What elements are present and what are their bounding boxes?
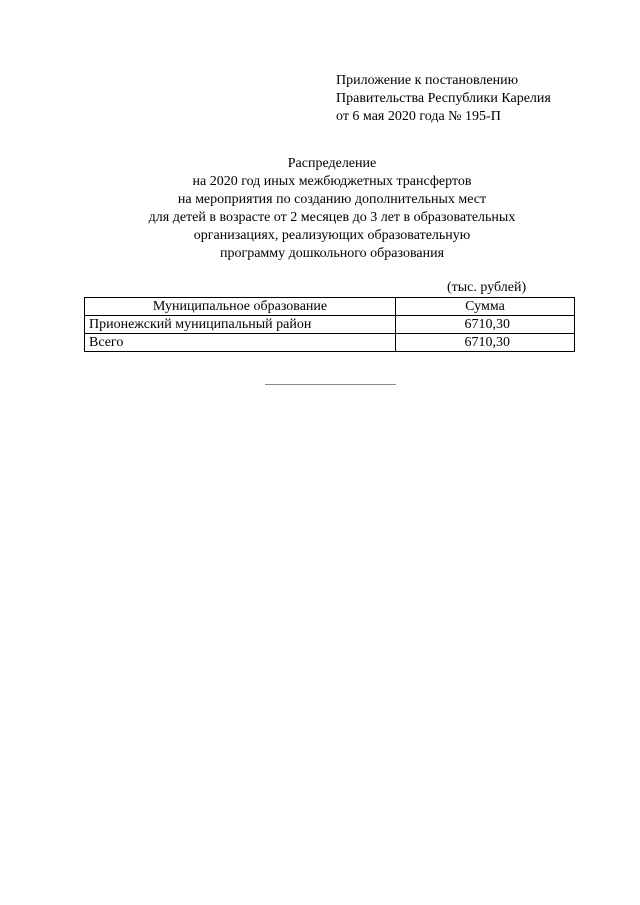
- table-header-row: [85, 298, 575, 316]
- title-line: на мероприятия по созданию дополнительных мест: [177, 192, 487, 207]
- cell-municipality: Прионежский муниципальный район: [85, 316, 396, 334]
- header-municipality: Муниципальное образование: [85, 298, 396, 316]
- cell-total-label: Всего: [85, 334, 396, 352]
- table-row: [85, 316, 575, 334]
- title-line: Распределение: [287, 156, 377, 171]
- title-line: программу дошкольного образования: [219, 246, 445, 261]
- units-label: (тыс. рублей): [447, 280, 527, 295]
- document-title: [0, 155, 640, 263]
- appendix-line: Правительства Республики Карелия: [336, 91, 551, 106]
- table-row-total: [85, 334, 575, 352]
- appendix-line: от 6 мая 2020 года № 195-П: [336, 109, 501, 124]
- title-line: на 2020 год иных межбюджетных трансфертов: [192, 174, 472, 189]
- header-sum: Сумма: [396, 298, 575, 316]
- end-divider-line: [265, 384, 396, 385]
- appendix-header: [336, 72, 551, 126]
- cell-total-sum: 6710,30: [396, 334, 575, 352]
- appendix-line: Приложение к постановлению: [336, 73, 519, 88]
- distribution-table: [84, 297, 575, 352]
- cell-sum: 6710,30: [396, 316, 575, 334]
- title-line: для детей в возрасте от 2 месяцев до 3 лет в образовательных: [148, 210, 516, 225]
- title-line: организациях, реализующих образовательную: [193, 228, 471, 243]
